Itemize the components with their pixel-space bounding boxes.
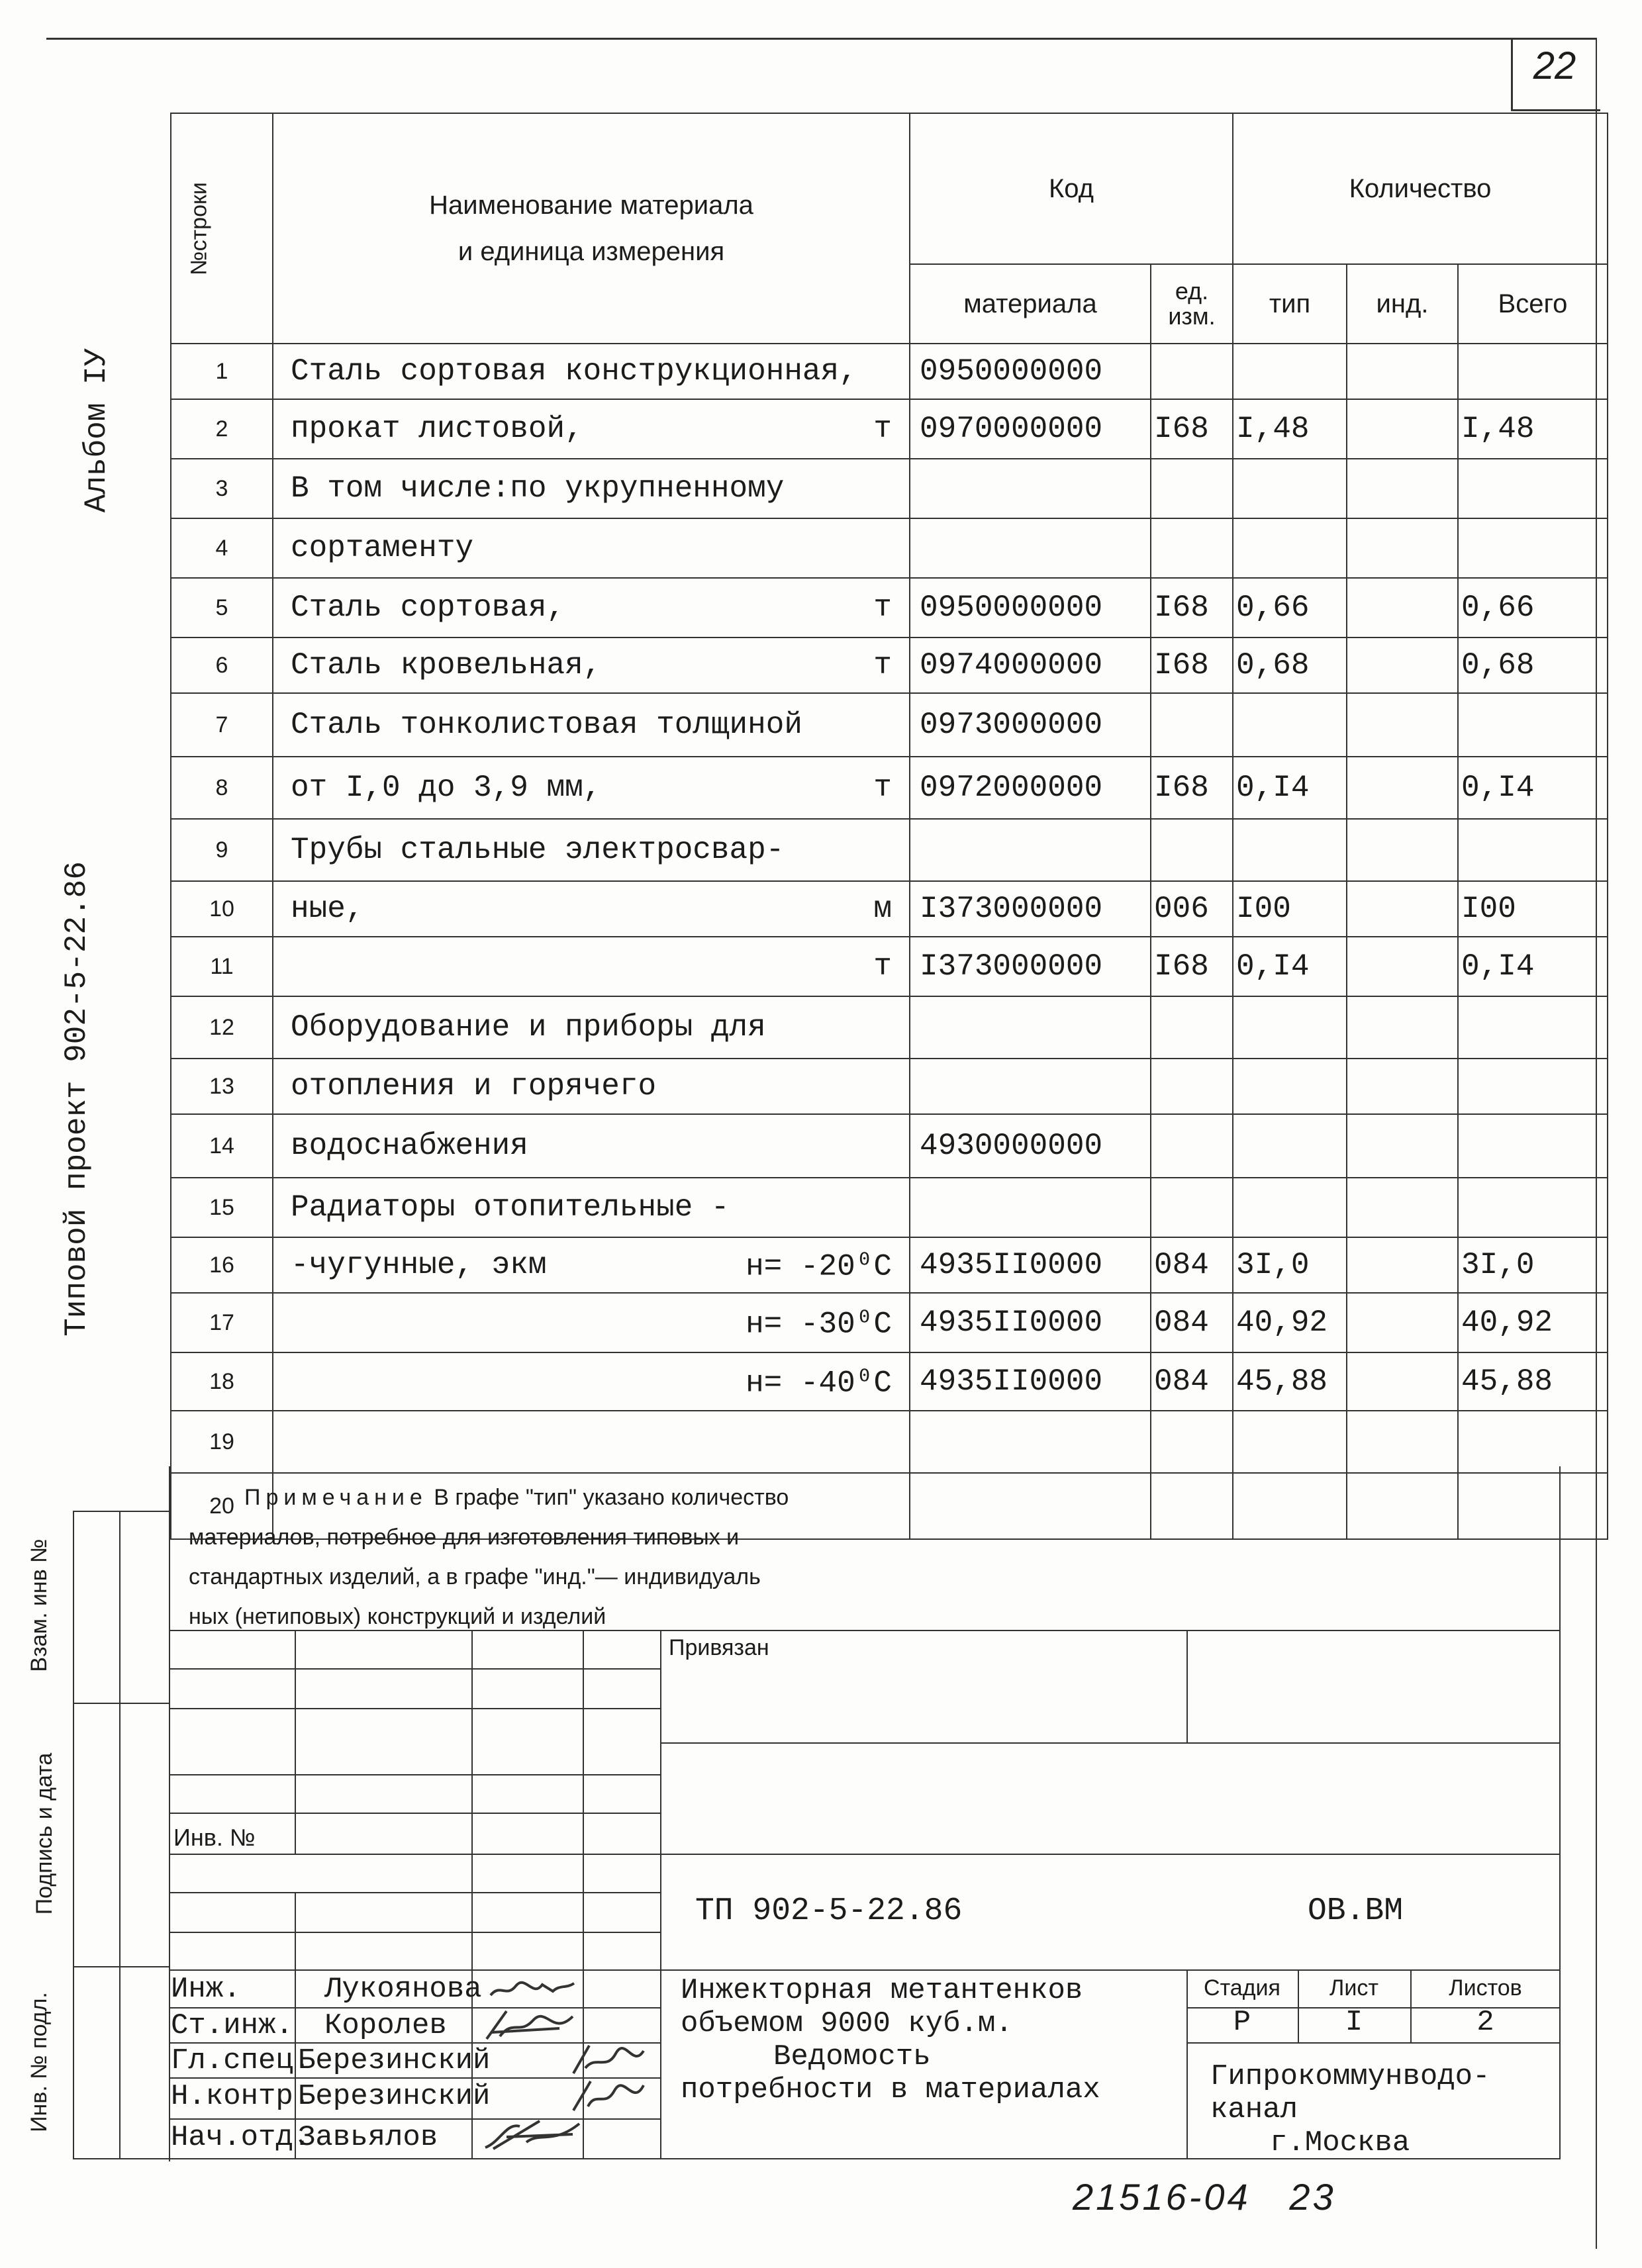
material-code: I373000000 (910, 937, 1151, 996)
qty-type: I00 (1233, 881, 1347, 937)
material-name: Трубы стальные электросвар- (291, 833, 785, 867)
unit-code: I68 (1151, 757, 1233, 819)
row-number: 13 (171, 1059, 273, 1114)
approval-name-1: Лукоянова (324, 1973, 482, 2006)
qty-ind (1347, 1059, 1458, 1114)
code-unit-header: ед. изм. (1151, 264, 1233, 344)
project-label: Типовой проект 902-5-22.86 (60, 861, 94, 1337)
material-name: Сталь тонколистовая толщиной (291, 708, 802, 742)
tb-grid-v1 (295, 1630, 296, 1855)
material-name: прокат листовой, (291, 412, 583, 446)
qty-total: 0,I4 (1458, 937, 1608, 996)
table-row (171, 757, 1608, 819)
frame-right-line (1559, 1466, 1561, 2158)
qty-total (1458, 1473, 1608, 1539)
table-row (171, 578, 1608, 638)
row-number: 14 (171, 1114, 273, 1178)
code-material-header: материала (910, 264, 1151, 344)
qty-ind (1347, 578, 1458, 638)
material-code (910, 996, 1151, 1059)
material-code (910, 1178, 1151, 1237)
row-number: 7 (171, 693, 273, 757)
table-row (171, 819, 1608, 881)
unit-code: 084 (1151, 1237, 1233, 1293)
material-unit: м (873, 892, 892, 926)
qty-ind (1347, 996, 1458, 1059)
album-label: Альбом IУ (79, 348, 114, 513)
tb-grid-h5 (169, 1854, 660, 1855)
table-row (171, 638, 1608, 693)
note: Примечание В графе "тип" указано количество материалов, потребное для изготовления типовых и стандартных изделий, а в графе "инд."— индивидуаль ных (нетиповых) конструкций и изделий (189, 1485, 789, 1629)
qty-type (1233, 996, 1347, 1059)
table-row (171, 1237, 1608, 1293)
qty-ind (1347, 1411, 1458, 1473)
inv-podl-label: Инв. № подл. (26, 1992, 52, 2132)
material-name-cell (273, 1352, 910, 1411)
row-number: 1 (171, 344, 273, 399)
code-header: Код (910, 113, 1233, 264)
table-row (171, 518, 1608, 578)
qty-ind (1347, 1293, 1458, 1352)
row-number: 6 (171, 638, 273, 693)
stage-header: Стадия (1204, 1975, 1280, 2001)
qty-ind (1347, 881, 1458, 937)
approval-role-3: Гл.спец. (171, 2044, 311, 2077)
stage-value: Р (1233, 2006, 1251, 2039)
document-suffix: ОВ.ВМ (1308, 1893, 1404, 1929)
qty-type (1233, 344, 1347, 399)
qty-total: 0,68 (1458, 638, 1608, 693)
material-unit: т (873, 949, 892, 984)
row-number: 2 (171, 399, 273, 459)
unit-code: 084 (1151, 1352, 1233, 1411)
qty-total (1458, 1059, 1608, 1114)
unit-code (1151, 344, 1233, 399)
tb-grid-h4 (169, 1813, 660, 1814)
unit-code: 084 (1151, 1293, 1233, 1352)
material-code (910, 1059, 1151, 1114)
row-number: 12 (171, 996, 273, 1059)
qty-total: 0,66 (1458, 578, 1608, 638)
tb-stage-h2 (1186, 2042, 1561, 2044)
material-unit: н= -40⁰С (746, 1366, 892, 1401)
unit-code (1151, 1178, 1233, 1237)
tb-grid-h2 (169, 1708, 660, 1709)
row-number: 8 (171, 757, 273, 819)
approval-role-4: Н.контр. (171, 2080, 311, 2113)
qty-ind-header: инд. (1347, 264, 1458, 344)
material-name-cell (273, 1114, 910, 1178)
row-number: 10 (171, 881, 273, 937)
approval-name-3: Березинский (298, 2044, 491, 2077)
material-code (910, 1411, 1151, 1473)
material-unit: т (873, 591, 892, 625)
signature-3 (569, 2042, 649, 2077)
material-name-cell (273, 638, 910, 693)
material-name: -чугунные, экм (291, 1248, 547, 1282)
qty-type-header: тип (1233, 264, 1347, 344)
tb-grid-h1 (169, 1668, 660, 1670)
vzam-inv-label: Взам. инв № (26, 1538, 52, 1672)
row-number: 17 (171, 1293, 273, 1352)
material-code: 4930000000 (910, 1114, 1151, 1178)
table-row (171, 1178, 1608, 1237)
qty-total (1458, 819, 1608, 881)
unit-code: I68 (1151, 399, 1233, 459)
note-label: Примечание (244, 1485, 428, 1510)
material-name-cell (273, 881, 910, 937)
material-code: 4935II0000 (910, 1293, 1151, 1352)
qty-total (1458, 996, 1608, 1059)
qty-type (1233, 1059, 1347, 1114)
sheets-value: 2 (1476, 2006, 1494, 2039)
signature-2 (480, 2006, 586, 2044)
podpis-data-label: Подпись и дата (32, 1752, 57, 1915)
frame-left-line (169, 1466, 170, 2161)
unit-code (1151, 693, 1233, 757)
material-name-cell (273, 1293, 910, 1352)
qty-total (1458, 459, 1608, 518)
qty-type: 0,I4 (1233, 937, 1347, 996)
materials-table (170, 113, 1608, 1540)
table-row (171, 1352, 1608, 1411)
unit-code: I68 (1151, 937, 1233, 996)
material-name: Сталь сортовая конструкционная, (291, 354, 857, 389)
material-code: I373000000 (910, 881, 1151, 937)
row-number: 5 (171, 578, 273, 638)
material-name-cell (273, 757, 910, 819)
unit-code (1151, 459, 1233, 518)
qty-total-header: Всего (1458, 264, 1608, 344)
table-row (171, 881, 1608, 937)
privyazan-label: Привязан (669, 1635, 769, 1660)
margin-inner-line (119, 1511, 121, 2158)
material-code (910, 459, 1151, 518)
row-number: 9 (171, 819, 273, 881)
name-header: Наименование материала и единица измерения (273, 113, 910, 344)
material-name: водоснабжения (291, 1129, 528, 1163)
unit-code: 006 (1151, 881, 1233, 937)
qty-type (1233, 819, 1347, 881)
material-name-cell (273, 819, 910, 881)
sheet-value: I (1345, 2006, 1363, 2039)
tb-grid-h7 (169, 1932, 660, 1933)
qty-total: I00 (1458, 881, 1608, 937)
material-name-cell (273, 1178, 910, 1237)
material-code: 0970000000 (910, 399, 1151, 459)
table-row (171, 937, 1608, 996)
qty-type: 0,68 (1233, 638, 1347, 693)
material-code: 4935II0000 (910, 1237, 1151, 1293)
qty-ind (1347, 693, 1458, 757)
qty-total: 40,92 (1458, 1293, 1608, 1352)
tb-privyazan-line (660, 1742, 1561, 1744)
archive-code: 21516-04 23 (1073, 2176, 1336, 2218)
material-name-cell (273, 693, 910, 757)
qty-total (1458, 518, 1608, 578)
row-number: 15 (171, 1178, 273, 1237)
row-number: 16 (171, 1237, 273, 1293)
row-number: 18 (171, 1352, 273, 1411)
qty-total: 45,88 (1458, 1352, 1608, 1411)
material-name: Радиаторы отопительные - (291, 1190, 730, 1225)
qty-type (1233, 1114, 1347, 1178)
qty-type: 40,92 (1233, 1293, 1347, 1352)
margin-sep-2 (73, 1966, 170, 1967)
material-name-cell (273, 399, 910, 459)
qty-ind (1347, 459, 1458, 518)
qty-total (1458, 693, 1608, 757)
qty-total: 3I,0 (1458, 1237, 1608, 1293)
tb-top-line (169, 1630, 1561, 1631)
qty-type (1233, 693, 1347, 757)
material-name-cell (273, 1059, 910, 1114)
table-row (171, 459, 1608, 518)
top-rule (46, 38, 1596, 40)
material-name-cell (273, 344, 910, 399)
approval-role-1: Инж. (171, 1973, 241, 2006)
material-code (910, 819, 1151, 881)
approval-name-4: Березинский (298, 2080, 491, 2113)
qty-type (1233, 459, 1347, 518)
tb-privyazan-split (1186, 1630, 1188, 1742)
material-name: сортаменту (291, 531, 474, 565)
tb-grid-v4 (660, 1630, 661, 2158)
margin-top-line (73, 1511, 170, 1512)
qty-type (1233, 1178, 1347, 1237)
qty-ind (1347, 399, 1458, 459)
material-unit: т (873, 648, 892, 683)
material-name-cell (273, 937, 910, 996)
material-name: ные, (291, 892, 364, 926)
signature-1 (487, 1971, 579, 2006)
qty-type: 0,I4 (1233, 757, 1347, 819)
unit-code (1151, 518, 1233, 578)
row-number: 20 (171, 1473, 273, 1539)
unit-code (1151, 1411, 1233, 1473)
approval-name-2: Королев (324, 2009, 447, 2042)
material-code: 0974000000 (910, 638, 1151, 693)
document-code: ТП 902-5-22.86 (695, 1893, 963, 1929)
qty-total: 0,I4 (1458, 757, 1608, 819)
qty-type: I,48 (1233, 399, 1347, 459)
material-name-cell (273, 459, 910, 518)
margin-outer-line (73, 1511, 74, 2158)
material-name: В том числе:по укрупненному (291, 471, 785, 506)
material-name-cell (273, 518, 910, 578)
qty-type: 0,66 (1233, 578, 1347, 638)
tb-grid-h6 (169, 1892, 660, 1893)
material-unit: н= -30⁰С (746, 1307, 892, 1342)
row-number: 11 (171, 937, 273, 996)
material-code: 0972000000 (910, 757, 1151, 819)
unit-code (1151, 1114, 1233, 1178)
material-name: от I,0 до 3,9 мм, (291, 771, 602, 805)
signature-5 (480, 2116, 586, 2154)
qty-type: 45,88 (1233, 1352, 1347, 1411)
qty-ind (1347, 1237, 1458, 1293)
approval-name-5: Завьялов (298, 2121, 438, 2154)
unit-code (1151, 819, 1233, 881)
tb-grid-h12 (169, 2118, 660, 2120)
unit-code: I68 (1151, 578, 1233, 638)
tb-grid-h3 (169, 1774, 660, 1775)
material-code: 0950000000 (910, 344, 1151, 399)
qty-ind (1347, 518, 1458, 578)
row-number: 3 (171, 459, 273, 518)
sheets-header: Листов (1449, 1975, 1522, 2001)
unit-code (1151, 996, 1233, 1059)
table-row (171, 1059, 1608, 1114)
table-row (171, 1114, 1608, 1178)
qty-total: I,48 (1458, 399, 1608, 459)
tb-grid-h9 (169, 2007, 660, 2008)
qty-total (1458, 344, 1608, 399)
material-name-cell (273, 578, 910, 638)
organization: Гипрокоммунводо- канал г.Москва (1210, 2060, 1490, 2159)
material-code (910, 518, 1151, 578)
quantity-header: Количество (1233, 113, 1608, 264)
qty-ind (1347, 757, 1458, 819)
material-name: Оборудование и приборы для (291, 1010, 766, 1045)
row-number-header: №строки (171, 113, 273, 344)
qty-type (1233, 1411, 1347, 1473)
qty-total (1458, 1411, 1608, 1473)
material-name-cell (273, 1237, 910, 1293)
qty-total (1458, 1114, 1608, 1178)
approval-role-5: Нач.отд. (171, 2121, 311, 2154)
material-name: Сталь кровельная, (291, 648, 602, 683)
inventory-number-label: Инв. № (173, 1824, 256, 1851)
material-name: Сталь сортовая, (291, 591, 565, 625)
qty-ind (1347, 1352, 1458, 1411)
document-title: Инжекторная метантенков объемом 9000 куб.м. Ведомость потребности в материалах (681, 1974, 1100, 2106)
signature-4 (569, 2077, 649, 2114)
qty-type (1233, 518, 1347, 578)
table-row (171, 399, 1608, 459)
right-edge-line (1596, 38, 1597, 2249)
table-row (171, 344, 1608, 399)
material-code: 0973000000 (910, 693, 1151, 757)
material-unit: т (873, 771, 892, 805)
table-row (171, 1293, 1608, 1352)
row-number: 19 (171, 1411, 273, 1473)
qty-ind (1347, 1178, 1458, 1237)
material-name: отопления и горячего (291, 1069, 657, 1104)
material-unit: т (873, 412, 892, 446)
table-row (171, 996, 1608, 1059)
table-body (171, 344, 1608, 1539)
qty-type: 3I,0 (1233, 1237, 1347, 1293)
material-unit: н= -20⁰С (746, 1249, 892, 1284)
material-name-cell (273, 996, 910, 1059)
margin-sep-1 (73, 1703, 170, 1704)
qty-ind (1347, 819, 1458, 881)
table-row (171, 1411, 1608, 1473)
table-row (171, 693, 1608, 757)
qty-total (1458, 1178, 1608, 1237)
unit-code: I68 (1151, 638, 1233, 693)
material-code: 4935II0000 (910, 1352, 1151, 1411)
tb-grid-v1b (295, 1892, 296, 2158)
qty-ind (1347, 1114, 1458, 1178)
qty-ind (1347, 937, 1458, 996)
tb-grid-h8 (169, 1969, 1561, 1971)
approval-role-2: Ст.инж. (171, 2009, 293, 2042)
material-name-cell (273, 1411, 910, 1473)
unit-code (1151, 1059, 1233, 1114)
tb-code-line (660, 1854, 1561, 1855)
page-number: 22 (1533, 44, 1576, 87)
sheet-header: Лист (1329, 1975, 1378, 2001)
qty-ind (1347, 344, 1458, 399)
qty-ind (1347, 638, 1458, 693)
row-number: 4 (171, 518, 273, 578)
material-code: 0950000000 (910, 578, 1151, 638)
tb-grid-v2 (471, 1630, 473, 2158)
